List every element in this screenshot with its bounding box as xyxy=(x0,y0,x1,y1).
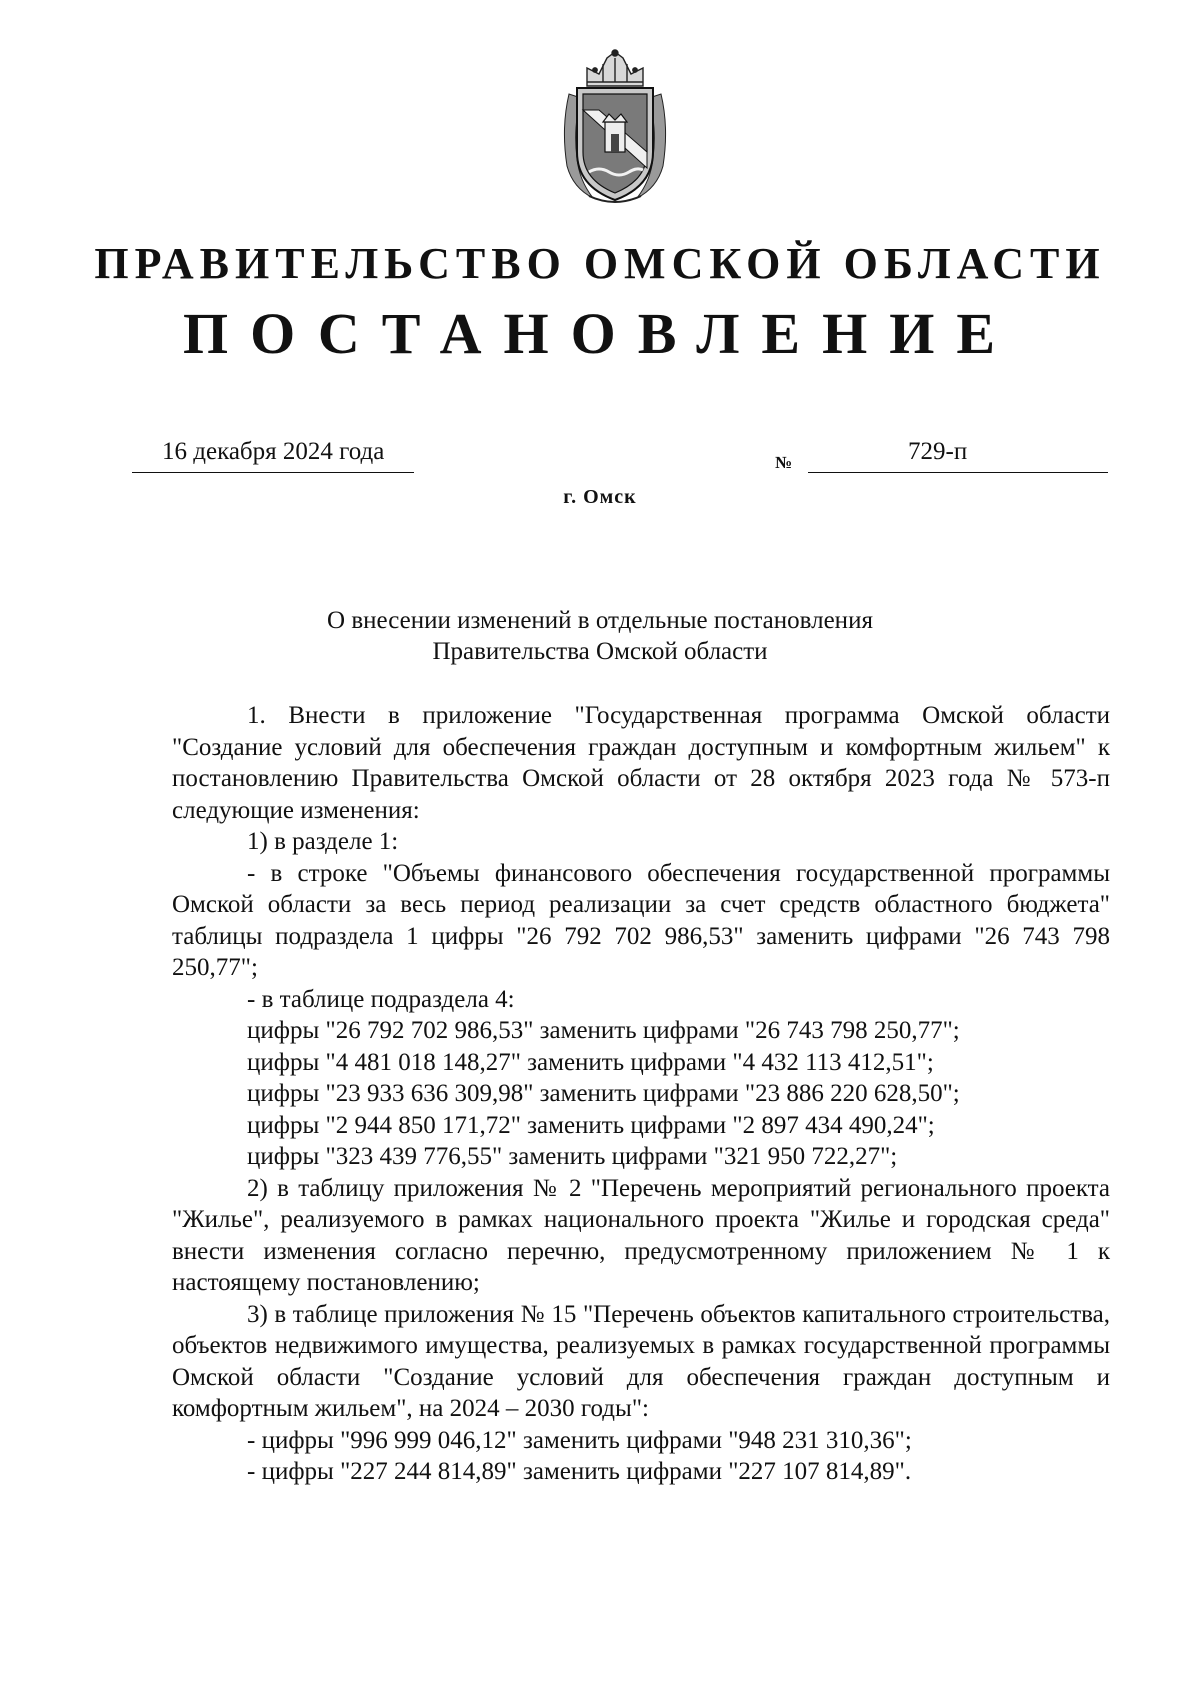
replacement-line: цифры "4 481 018 148,27" заменить цифрами "4 432 113 412,51"; xyxy=(247,1048,934,1076)
subject-line-2: Правительства Омской области xyxy=(432,638,768,665)
subitem-3: 3) в таблице приложения № 15 "Перечень объектов капитального строительства, объектов недвижимого имущества, реализуемых в рамках государственной программы Омской области "Создание условий для обеспечения граждан доступным и комфортным жильем", на 2024 – 2030 годы": xyxy=(172,1300,1110,1422)
document-type-title: ПОСТАНОВЛЕНИЕ xyxy=(182,301,1018,366)
number-label: № xyxy=(775,453,793,472)
replacement-line: цифры "23 933 636 309,98" заменить цифрами "23 886 220 628,50"; xyxy=(247,1080,960,1107)
replacement-line: цифры "323 439 776,55" заменить цифрами "321 950 722,27"; xyxy=(247,1143,898,1170)
document-subject xyxy=(0,605,1200,667)
document-date: 16 декабря 2024 года xyxy=(162,438,385,465)
replacement-line: цифры "2 944 850 171,72" заменить цифрами "2 897 434 490,24"; xyxy=(247,1111,935,1139)
government-name: ПРАВИТЕЛЬСТВО ОМСКОЙ ОБЛАСТИ xyxy=(94,239,1106,288)
city-name: г. Омск xyxy=(563,486,637,508)
paragraph-1: 1. Внести в приложение "Государственная программа Омской области "Создание условий для обеспечения граждан доступным и комфортным жильем" к постановлению Правительства Омской области от 28 октября 2023 года № 573-п следующие изменения: xyxy=(172,702,1110,824)
subitem-1: 1) в разделе 1: xyxy=(247,828,399,855)
subitem-1-table-heading: - в таблице подраздела 4: xyxy=(247,985,515,1013)
coat-of-arms-icon xyxy=(559,48,671,208)
subitem-1-row-change: - в строке "Объемы финансового обеспечения государственной программы Омской области за весь период реализации за счет средств областного бюджета" таблицы подраздела 1 цифры "26 792 702 986,53" заменить цифрами "26 743 798 250,77"; xyxy=(172,859,1110,981)
subitem-3-change: - цифры "227 244 814,89" заменить цифрами "227 107 814,89". xyxy=(247,1458,912,1485)
document-number: 729-п xyxy=(908,438,968,465)
replacement-line: цифры "26 792 702 986,53" заменить цифрами "26 743 798 250,77"; xyxy=(247,1017,960,1044)
document-body xyxy=(172,700,1110,1488)
number-field xyxy=(808,434,1108,473)
subitem-2: 2) в таблицу приложения № 2 "Перечень мероприятий регионального проекта "Жилье", реализуемого в рамках национального проекта "Жилье и городская среда" внести изменения согласно перечню, предусмотренному приложением № 1 к настоящему постановлению; xyxy=(172,1174,1110,1296)
subject-line-1: О внесении изменений в отдельные постановления xyxy=(327,607,873,634)
date-field xyxy=(132,434,414,473)
subitem-3-change: - цифры "996 999 046,12" заменить цифрами "948 231 310,36"; xyxy=(247,1426,912,1454)
